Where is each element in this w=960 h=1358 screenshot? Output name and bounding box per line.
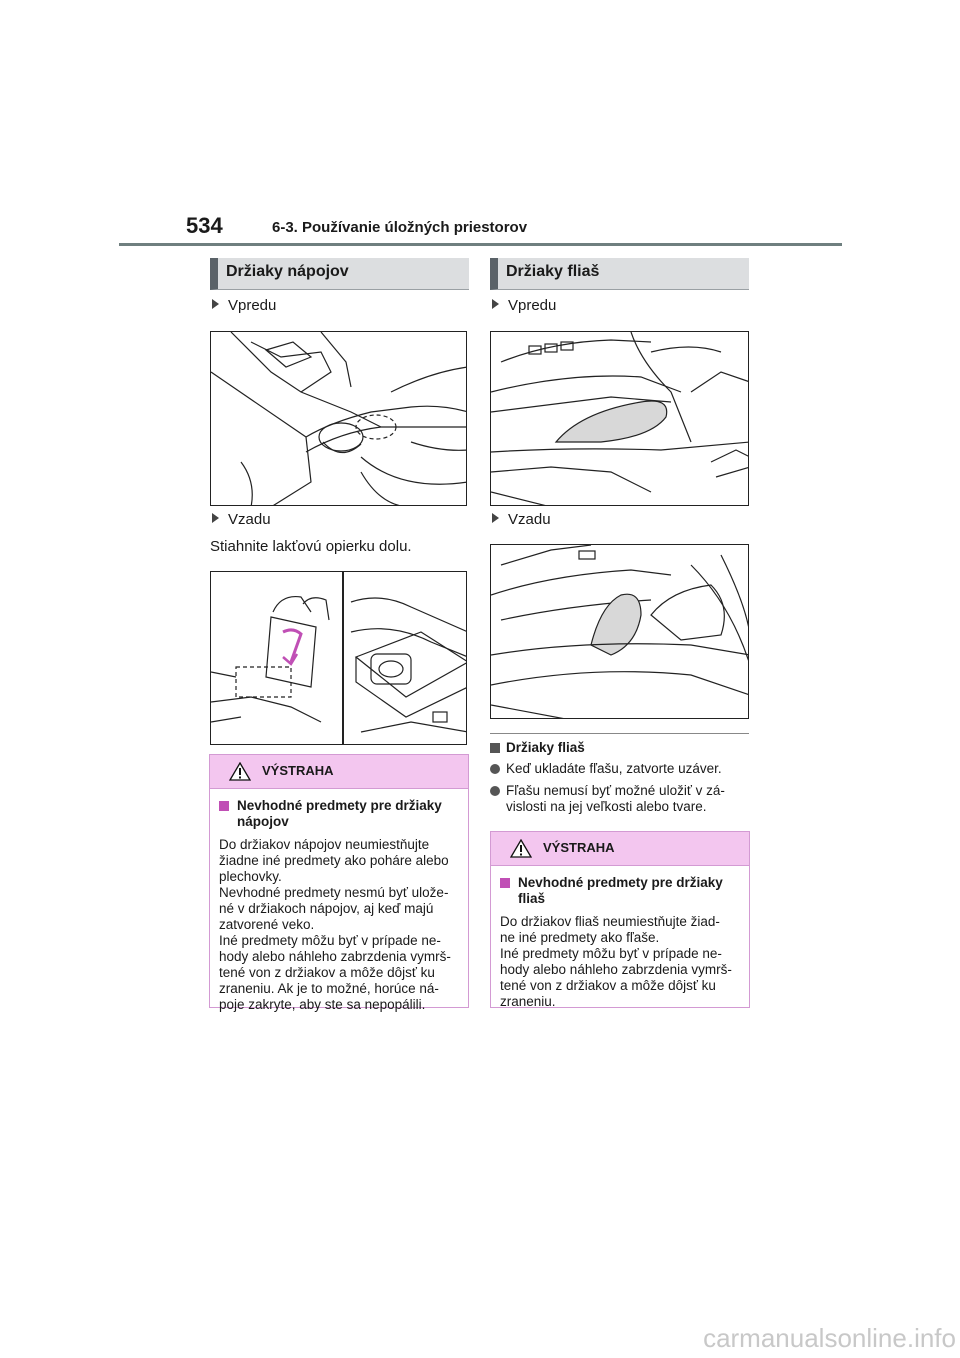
bottle-holder-warning <box>490 831 750 1008</box>
square-bullet-icon <box>490 743 500 753</box>
arrow-bullet-icon <box>492 513 499 523</box>
subheading-rear <box>212 511 271 528</box>
subheading-front-label: Vpredu <box>228 297 277 314</box>
subheading-front <box>492 297 556 314</box>
warning-body <box>491 875 749 1010</box>
warning-text: Do držiakov nápojov neumiestňujte žiadne iné predmety ako poháre alebo plechovky. Nevhodné predmety nesmú byť ulože- né v držiakoch nápojov, aj keď majú zatvorené veko. Iné predmety môžu byť v prípade ne- hody alebo náhleho zabrzdenia vymrš- tené von z držiakov a môže dôjsť ku zraneniu. Ak je to možné, horúce ná- poje zakryte, aby ste sa nepopálili. <box>219 837 451 1012</box>
section-title-bottle-holders <box>490 258 749 290</box>
watermark: carmanualsonline.info <box>703 1323 956 1353</box>
warning-item-title: Nevhodné predmety pre držiaky fliaš <box>500 875 740 907</box>
warning-triangle-icon <box>229 762 251 781</box>
header-rule <box>119 243 842 246</box>
section-title-text: Držiaky nápojov <box>226 263 349 280</box>
divider <box>490 733 749 734</box>
warning-triangle-icon <box>510 839 532 858</box>
rear-bottle-holder-illustration <box>490 544 749 719</box>
section-title-text: Držiaky fliaš <box>506 263 600 280</box>
warning-item-title: Nevhodné predmety pre držiaky nápojov <box>219 798 459 830</box>
arrow-bullet-icon <box>492 299 499 309</box>
rear-instruction: Stiahnite lakťovú opierku dolu. <box>210 538 412 555</box>
arrow-bullet-icon <box>212 299 219 309</box>
warning-body <box>210 798 468 1013</box>
front-cup-holder-illustration <box>210 331 467 506</box>
circle-bullet-icon <box>490 786 500 796</box>
chapter-title: 6-3. Používanie úložných priestorov <box>272 219 528 236</box>
section-title-cup-holders <box>210 258 469 290</box>
warning-label: VÝSTRAHA <box>262 763 334 778</box>
cup-holder-warning <box>209 754 469 1012</box>
arrow-bullet-icon <box>212 513 219 523</box>
page-number: 534 <box>186 213 223 238</box>
rear-cup-holder-illustration <box>210 571 467 745</box>
warning-header <box>210 755 468 789</box>
front-bottle-holder-illustration <box>490 331 749 506</box>
subheading-front-label: Vpredu <box>508 297 557 314</box>
warning-text: Do držiakov fliaš neumiestňujte žiad- ne iné predmety ako fľaše. Iné predmety môžu byť v prípade ne- hody alebo náhleho zabrzdenia vymrš- tené von z držiakov a môže dôjsť ku zraneniu. <box>500 914 732 1009</box>
info-title: Držiaky fliaš <box>490 740 585 756</box>
warning-header <box>491 832 749 866</box>
subheading-front <box>212 297 276 314</box>
bullet-item: Fľašu nemusí byť možné uložiť v zá- vislosti na jej veľkosti alebo tvare. <box>490 783 725 815</box>
warning-label: VÝSTRAHA <box>543 840 615 855</box>
square-bullet-icon <box>219 801 229 811</box>
subheading-rear <box>492 511 551 528</box>
bullet-item: Keď ukladáte fľašu, zatvorte uzáver. <box>490 761 722 777</box>
subheading-rear-label: Vzadu <box>508 511 551 528</box>
square-bullet-icon <box>500 878 510 888</box>
circle-bullet-icon <box>490 764 500 774</box>
subheading-rear-label: Vzadu <box>228 511 271 528</box>
